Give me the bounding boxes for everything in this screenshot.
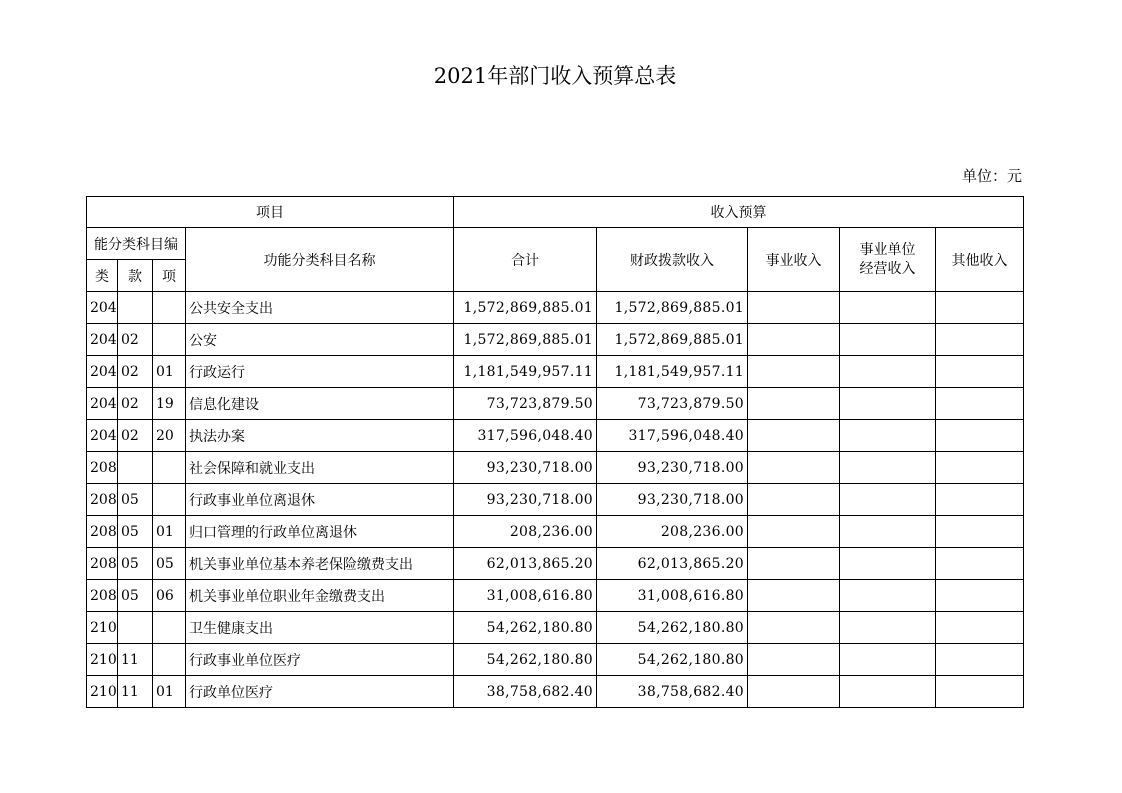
cell-total: 1,572,869,885.01 [454,324,597,356]
cell-lei: 208 [87,452,118,484]
cell-kuan: 05 [118,516,153,548]
cell-kuan: 05 [118,548,153,580]
table-row [87,580,1024,612]
cell-other [936,548,1024,580]
cell-fiscal: 54,262,180.80 [597,644,748,676]
cell-total: 208,236.00 [454,516,597,548]
table-row [87,420,1024,452]
cell-other [936,644,1024,676]
cell-xiang [153,324,186,356]
header-unit-op-line1: 事业单位 [859,241,916,258]
cell-other [936,580,1024,612]
cell-fiscal: 317,596,048.40 [597,420,748,452]
table-row [87,516,1024,548]
table-row [87,452,1024,484]
cell-xiang: 01 [153,516,186,548]
budget-table [86,196,1024,708]
cell-business [748,324,840,356]
cell-total: 93,230,718.00 [454,452,597,484]
cell-other [936,388,1024,420]
cell-total: 93,230,718.00 [454,484,597,516]
cell-lei: 204 [87,420,118,452]
cell-business [748,548,840,580]
cell-func-name: 信息化建设 [186,388,454,420]
header-xiang: 项 [153,260,186,292]
cell-business [748,676,840,708]
cell-business [748,580,840,612]
cell-unit-op [840,356,936,388]
cell-business [748,516,840,548]
cell-fiscal: 73,723,879.50 [597,388,748,420]
cell-fiscal: 54,262,180.80 [597,612,748,644]
cell-other [936,356,1024,388]
cell-other [936,292,1024,324]
cell-func-name: 行政事业单位医疗 [186,644,454,676]
cell-business [748,356,840,388]
cell-business [748,292,840,324]
cell-lei: 204 [87,292,118,324]
header-row-2 [87,228,1024,260]
cell-fiscal: 1,572,869,885.01 [597,324,748,356]
cell-xiang: 20 [153,420,186,452]
cell-business [748,612,840,644]
header-row-1 [87,197,1024,228]
cell-func-name: 机关事业单位基本养老保险缴费支出 [186,548,454,580]
cell-func-name: 执法办案 [186,420,454,452]
cell-other [936,420,1024,452]
header-other: 其他收入 [936,228,1024,292]
cell-other [936,612,1024,644]
cell-kuan: 02 [118,388,153,420]
cell-xiang [153,484,186,516]
cell-lei: 210 [87,612,118,644]
cell-unit-op [840,452,936,484]
cell-xiang: 01 [153,356,186,388]
cell-unit-op [840,292,936,324]
cell-kuan: 11 [118,676,153,708]
cell-fiscal: 31,008,616.80 [597,580,748,612]
table-row [87,676,1024,708]
cell-kuan: 02 [118,420,153,452]
header-fiscal: 财政拨款收入 [597,228,748,292]
cell-business [748,452,840,484]
cell-total: 1,181,549,957.11 [454,356,597,388]
cell-fiscal: 93,230,718.00 [597,452,748,484]
cell-lei: 208 [87,516,118,548]
cell-xiang: 01 [153,676,186,708]
cell-business [748,388,840,420]
cell-unit-op [840,548,936,580]
cell-xiang [153,612,186,644]
cell-lei: 208 [87,548,118,580]
cell-lei: 210 [87,676,118,708]
cell-xiang [153,452,186,484]
cell-unit-op [840,580,936,612]
cell-kuan [118,292,153,324]
cell-fiscal: 1,181,549,957.11 [597,356,748,388]
cell-unit-op [840,420,936,452]
cell-kuan: 11 [118,644,153,676]
cell-fiscal: 208,236.00 [597,516,748,548]
cell-other [936,452,1024,484]
cell-lei: 208 [87,484,118,516]
cell-xiang [153,644,186,676]
table-row [87,324,1024,356]
cell-business [748,420,840,452]
page-title: 2021年部门收入预算总表 [433,64,677,88]
cell-lei: 204 [87,356,118,388]
table-row [87,356,1024,388]
cell-unit-op [840,324,936,356]
cell-total: 62,013,865.20 [454,548,597,580]
cell-kuan [118,452,153,484]
header-lei: 类 [87,260,118,292]
header-unit-op [840,228,936,292]
cell-fiscal: 62,013,865.20 [597,548,748,580]
cell-func-name: 行政事业单位离退休 [186,484,454,516]
cell-other [936,484,1024,516]
cell-lei: 204 [87,324,118,356]
cell-fiscal: 1,572,869,885.01 [597,292,748,324]
header-func-code: 能分类科目编 [87,228,186,260]
cell-other [936,324,1024,356]
cell-func-name: 行政单位医疗 [186,676,454,708]
cell-func-name: 行政运行 [186,356,454,388]
table-row [87,548,1024,580]
cell-func-name: 公安 [186,324,454,356]
header-project: 项目 [87,197,454,228]
cell-total: 38,758,682.40 [454,676,597,708]
cell-lei: 204 [87,388,118,420]
cell-business [748,644,840,676]
cell-fiscal: 38,758,682.40 [597,676,748,708]
cell-unit-op [840,516,936,548]
cell-kuan [118,612,153,644]
cell-unit-op [840,644,936,676]
header-kuan: 款 [118,260,153,292]
cell-func-name: 归口管理的行政单位离退休 [186,516,454,548]
cell-func-name: 公共安全支出 [186,292,454,324]
cell-other [936,676,1024,708]
cell-total: 54,262,180.80 [454,644,597,676]
header-func-name: 功能分类科目名称 [186,228,454,292]
cell-other [936,516,1024,548]
table-row [87,612,1024,644]
table-row [87,388,1024,420]
header-unit-op-line2: 经营收入 [859,260,916,277]
cell-func-name: 社会保障和就业支出 [186,452,454,484]
cell-total: 54,262,180.80 [454,612,597,644]
cell-xiang: 05 [153,548,186,580]
cell-kuan: 05 [118,484,153,516]
table-row [87,644,1024,676]
cell-func-name: 机关事业单位职业年金缴费支出 [186,580,454,612]
cell-xiang: 19 [153,388,186,420]
header-business: 事业收入 [748,228,840,292]
cell-unit-op [840,676,936,708]
cell-xiang: 06 [153,580,186,612]
cell-business [748,484,840,516]
header-total: 合计 [454,228,597,292]
cell-unit-op [840,612,936,644]
table-row [87,292,1024,324]
cell-kuan: 05 [118,580,153,612]
cell-unit-op [840,388,936,420]
unit-label: 单位：元 [961,167,1022,185]
cell-total: 317,596,048.40 [454,420,597,452]
cell-total: 73,723,879.50 [454,388,597,420]
header-income-budget: 收入预算 [454,197,1024,228]
table-row [87,484,1024,516]
cell-func-name: 卫生健康支出 [186,612,454,644]
cell-unit-op [840,484,936,516]
cell-total: 1,572,869,885.01 [454,292,597,324]
cell-kuan: 02 [118,356,153,388]
cell-lei: 208 [87,580,118,612]
cell-fiscal: 93,230,718.00 [597,484,748,516]
cell-lei: 210 [87,644,118,676]
cell-total: 31,008,616.80 [454,580,597,612]
cell-xiang [153,292,186,324]
cell-kuan: 02 [118,324,153,356]
